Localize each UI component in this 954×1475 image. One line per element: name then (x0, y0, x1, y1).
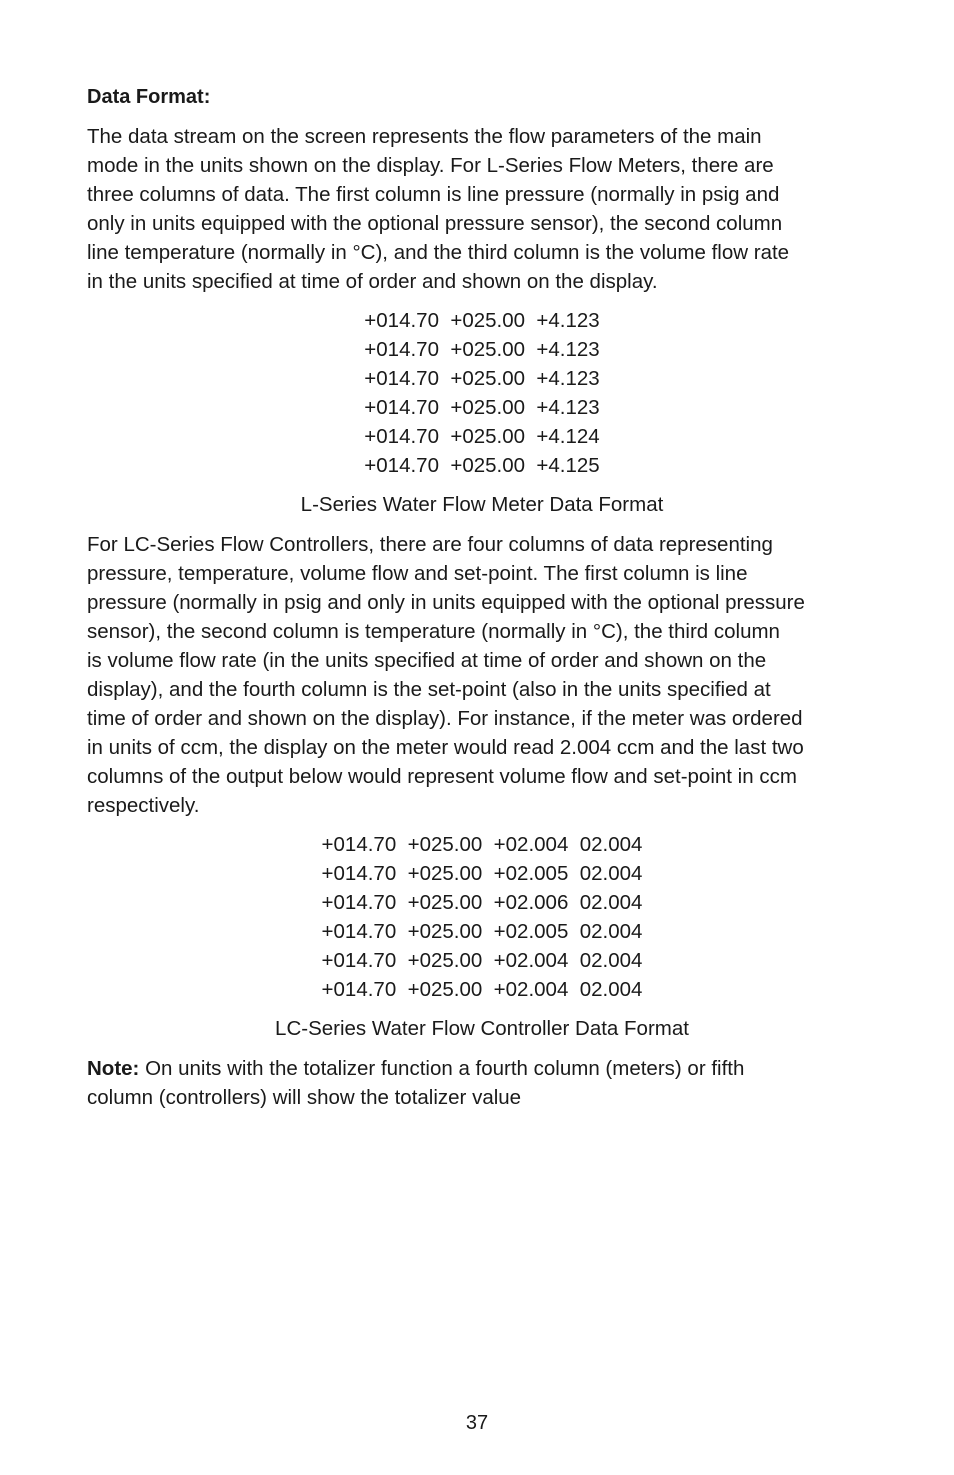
caption-controller: LC-Series Water Flow Controller Data Format (275, 1017, 689, 1040)
page-number: 37 (465, 1412, 489, 1434)
data-stream-table-controller (87, 830, 877, 1004)
paragraph-line: in units of ccm, the display on the meter would read 2.004 ccm and the last two (87, 736, 804, 759)
paragraph-line: is volume flow rate (in the units specified at time of order and shown on the (87, 649, 767, 672)
paragraph-line: line temperature (normally in °C), and the third column is the volume flow rate (87, 241, 790, 264)
paragraph-line: mode in the units shown on the display. For L-Series Flow Meters, there are (87, 154, 774, 177)
data-row: +014.70 +025.00 +02.005 02.004 (321, 920, 643, 943)
note-line: column (controllers) will show the totalizer value (87, 1086, 522, 1109)
data-row: +014.70 +025.00 +4.123 (364, 309, 600, 332)
paragraph-line: in the units specified at time of order and shown on the display. (87, 270, 658, 293)
paragraph-line: respectively. (87, 794, 200, 817)
data-row: +014.70 +025.00 +4.123 (364, 367, 600, 390)
note-line (87, 1054, 877, 1083)
data-row: +014.70 +025.00 +4.123 (364, 396, 600, 419)
paragraph-line: three columns of data. The first column is line pressure (normally in psig and (87, 183, 780, 206)
paragraph-l-series (87, 122, 877, 296)
data-stream-table-meter (87, 306, 877, 480)
caption-meter: L-Series Water Flow Meter Data Format (300, 493, 664, 516)
paragraph-line: columns of the output below would represent volume flow and set-point in ccm (87, 765, 797, 788)
paragraph-line: pressure (normally in psig and only in units equipped with the optional pressure (87, 591, 805, 614)
paragraph-lc-series (87, 530, 877, 820)
data-row: +014.70 +025.00 +02.004 02.004 (321, 978, 643, 1001)
section-heading: Data Format: (87, 86, 211, 108)
paragraph-line: For LC-Series Flow Controllers, there are four columns of data representing (87, 533, 773, 556)
paragraph-line: pressure, temperature, volume flow and set-point. The first column is line (87, 562, 748, 585)
paragraph-line: time of order and shown on the display). For instance, if the meter was ordered (87, 707, 803, 730)
note-label: Note: (87, 1057, 140, 1080)
data-row: +014.70 +025.00 +02.004 02.004 (321, 833, 643, 856)
data-row: +014.70 +025.00 +4.125 (364, 454, 600, 477)
paragraph-line: The data stream on the screen represents the flow parameters of the main (87, 125, 762, 148)
note-paragraph (87, 1054, 877, 1112)
paragraph-line: display), and the fourth column is the set-point (also in the units specified at (87, 678, 771, 701)
data-row: +014.70 +025.00 +4.124 (364, 425, 600, 448)
data-row: +014.70 +025.00 +02.004 02.004 (321, 949, 643, 972)
note-text: On units with the totalizer function a fourth column (meters) or fifth (139, 1057, 745, 1080)
data-row: +014.70 +025.00 +4.123 (364, 338, 600, 361)
paragraph-line: only in units equipped with the optional pressure sensor), the second column (87, 212, 783, 235)
data-row: +014.70 +025.00 +02.005 02.004 (321, 862, 643, 885)
paragraph-line: sensor), the second column is temperature (normally in °C), the third column (87, 620, 780, 643)
data-row: +014.70 +025.00 +02.006 02.004 (321, 891, 643, 914)
